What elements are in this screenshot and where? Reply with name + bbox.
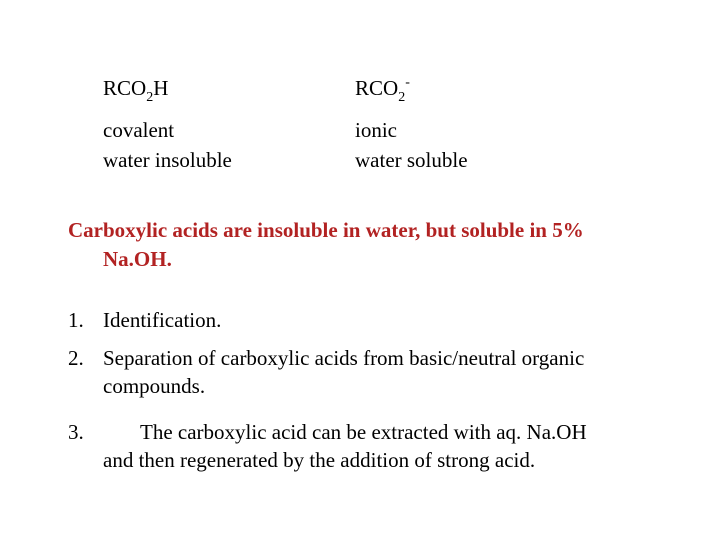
list-item-text: Separation of carboxylic acids from basic/neutral organic [103,346,585,370]
acid-solubility: water insoluble [103,148,232,172]
list-item-number: 3. [68,420,84,444]
formula-acid-subscript: 2 [146,90,154,105]
formula-carboxylate-charge: - [405,75,410,90]
list-item-text: The carboxylic acid can be extracted with aq. Na.OH [140,420,587,444]
statement-line-1: Carboxylic acids are insoluble in water, but soluble in 5% [68,218,584,242]
carboxylate-solubility: water soluble [355,148,468,172]
formula-carboxylic-acid [103,74,169,105]
formula-carboxylate-subscript: 2 [398,90,406,105]
list-item [68,418,678,474]
list-item-text: Identification. [103,308,222,332]
list-item-text-continued: compounds. [103,374,206,398]
formula-carboxylate [355,74,410,105]
formula-acid-tail: H [153,76,169,100]
list-item [68,344,678,400]
formula-carboxylate-main: RCO [355,76,399,100]
statement-line-2: Na.OH. [103,247,172,271]
solubility-statement [68,216,668,274]
acid-bond-type: covalent [103,118,175,142]
list-item-number: 2. [68,346,84,370]
formula-acid-main: RCO [103,76,147,100]
carboxylate-bond-type: ionic [355,118,397,142]
list-item-text-continued: and then regenerated by the addition of strong acid. [103,448,536,472]
list-item [68,306,678,334]
list-item-number: 1. [68,308,84,332]
